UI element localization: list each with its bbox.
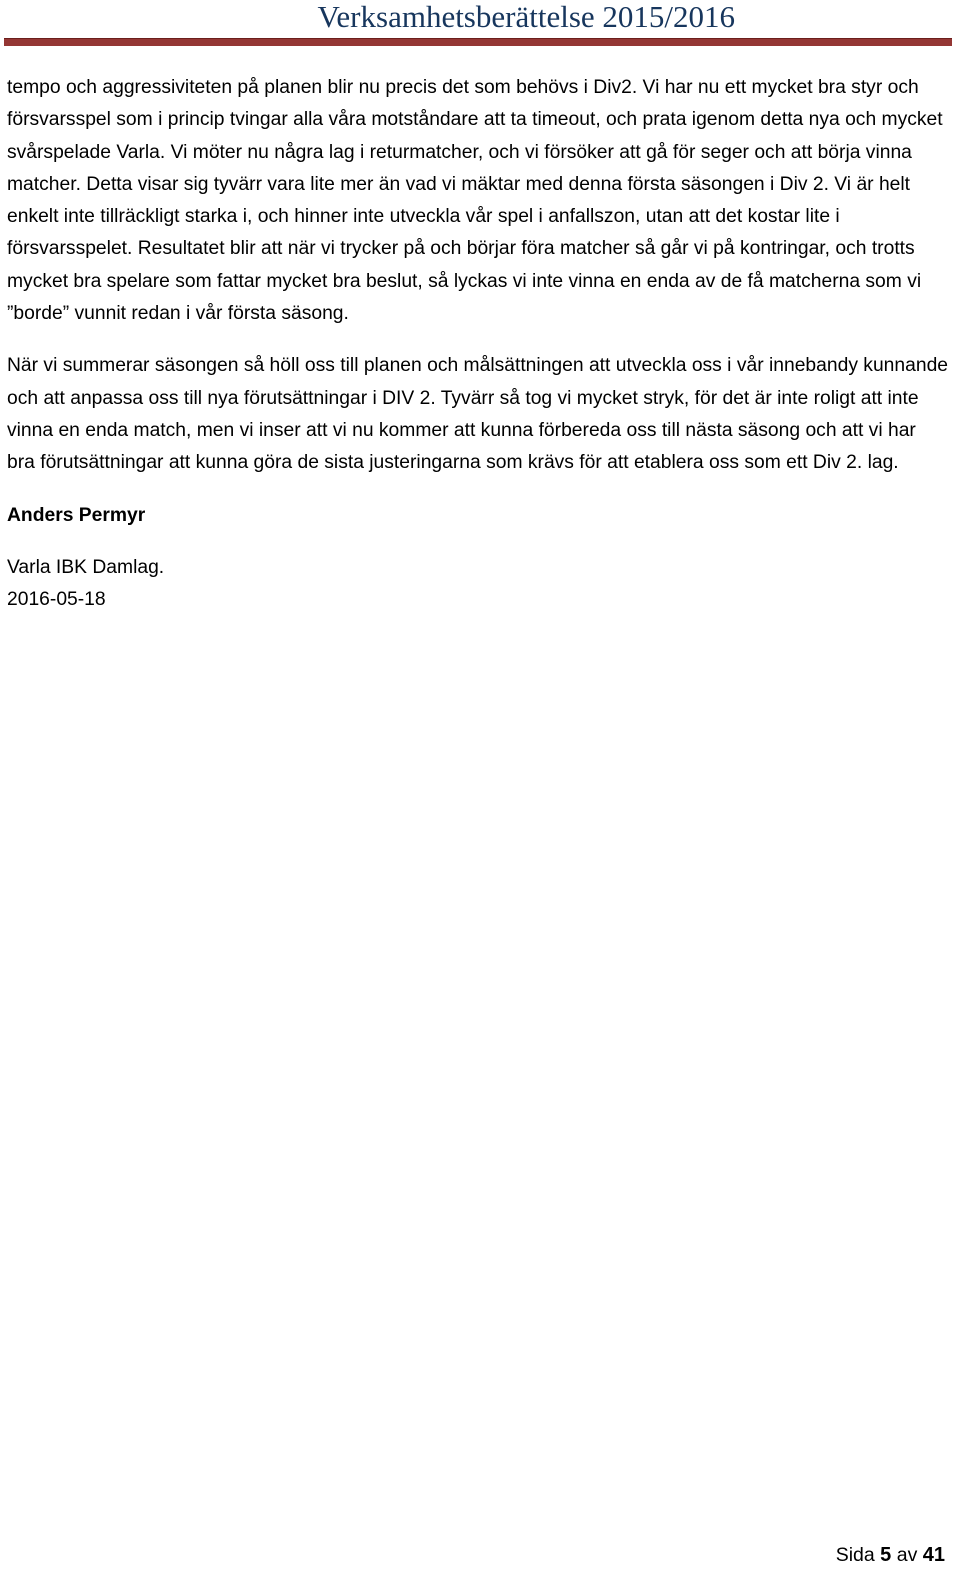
document-body — [7, 72, 949, 616]
body-paragraph-2: När vi summerar säsongen så höll oss till planen och målsättningen att utveckla oss i vår innebandy kunnande och att anpassa oss till nya förutsättningar i DIV 2. Tyvärr så tog vi mycket stryk, för det är inte roligt att inte vinna en enda match, men vi inser att vi nu kommer att kunna förbereda oss till nästa säsong och att vi har bra förutsättningar att kunna göra de sista justeringarna som krävs för att etablera oss som ett Div 2. lag. — [7, 355, 949, 474]
header-divider — [4, 38, 952, 46]
document-header-title: Verksamhetsberättelse 2015/2016 — [317, 0, 735, 34]
page-total: 41 — [922, 1544, 945, 1566]
signature-block — [7, 552, 949, 617]
page-separator: av — [896, 1544, 918, 1566]
body-paragraph-1: tempo och aggressiviteten på planen blir nu precis det som behövs i Div2. Vi har nu ett mycket bra styr och försvarsspel som i princip tvingar alla våra motståndare att ta timeout, och prata igenom detta nya och mycket svårspelade Varla. Vi möter nu några lag i returmatcher, och vi försöker att gå för seger och att börja vinna matcher. Detta visar sig tyvärr vara lite mer än vad vi mäktar med denna första säsongen i Div 2. Vi är helt enkelt inte tillräckligt starka i, och hinner inte utveckla vår spel i anfallszon, utan att det kostar lite i försvarsspelet. Resultatet blir att när vi trycker på och börjar föra matcher så går vi på kontringar, och trotts mycket bra spelare som fattar mycket bra beslut, så lyckas vi inte vinna en enda av de få matcherna som vi ”borde” vunnit redan i vår första säsong. — [7, 77, 943, 325]
page-number: 5 — [880, 1544, 892, 1566]
page-prefix: Sida — [835, 1544, 875, 1566]
author-name: Anders Permyr — [7, 504, 146, 526]
signature-date: 2016-05-18 — [7, 589, 106, 611]
page-number-footer — [836, 1541, 945, 1569]
organization-name: Varla IBK Damlag. — [7, 556, 165, 578]
